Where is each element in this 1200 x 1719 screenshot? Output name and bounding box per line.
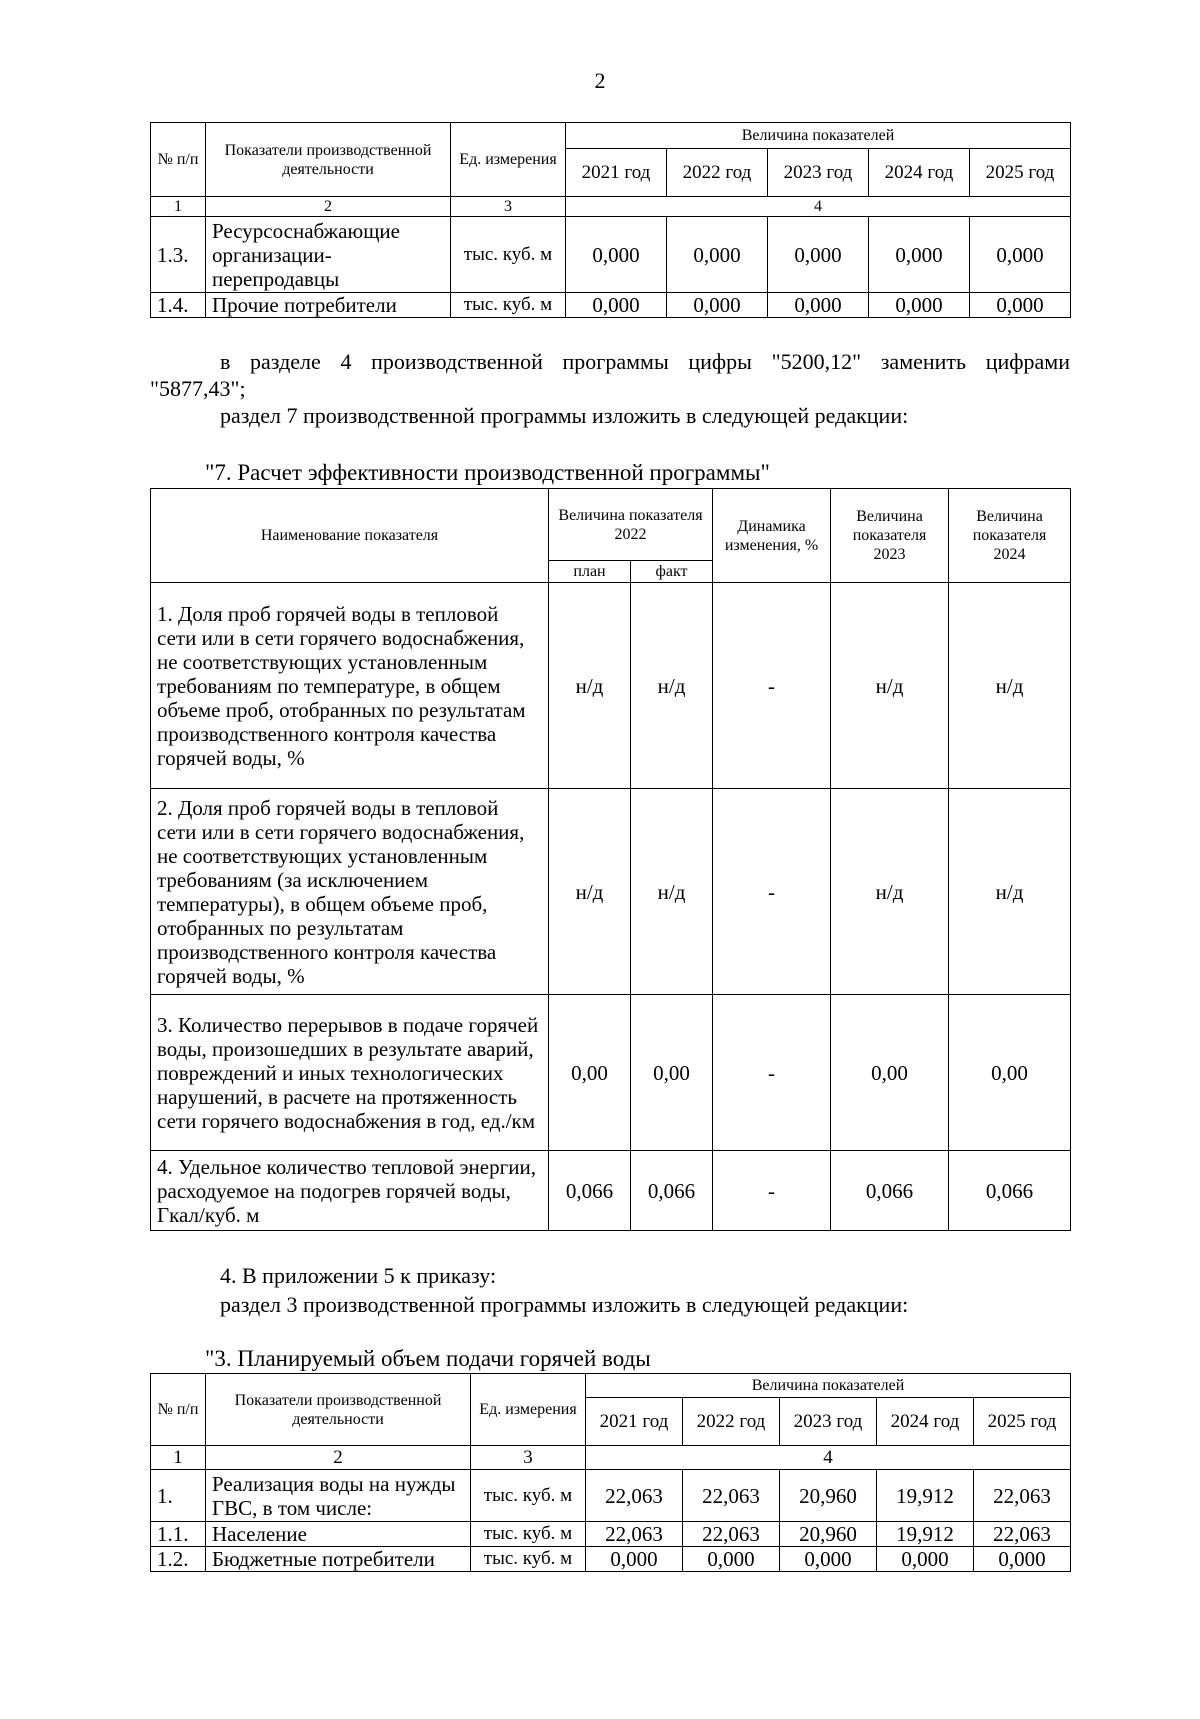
index-cell: 2 [206,197,451,217]
header-values-group: Величина показателей [566,123,1071,149]
table-row [151,789,1071,995]
table-row [151,1470,1071,1522]
efficiency-table [150,488,1071,1231]
row-num: 1. [151,1470,206,1522]
value-2024: 0,00 [949,995,1071,1151]
paragraph-replace-figures: в разделе 4 производственной программы цифры "5200,12" заменить цифрами [220,349,1070,374]
indicator-name: 1. Доля проб горячей воды в тепловой сети или в сети горячего водоснабжения, не соответствующих установленным требованиям по температуре, в общем объеме проб, отобранных по результатам производственного контроля качества горячей воды, % [151,583,549,789]
row-value: 22,063 [683,1470,780,1522]
table-row [151,293,1071,318]
value-dynamics: - [713,583,831,789]
value-2024: н/д [949,789,1071,995]
header-unit: Ед. измерения [451,123,566,197]
value-2023: н/д [831,789,949,995]
row-value: 0,000 [566,217,667,293]
value-fact: 0,066 [631,1151,713,1231]
header-year: 2021 год [566,149,667,197]
row-unit: тыс. куб. м [451,217,566,293]
row-value: 20,960 [780,1522,877,1547]
header-indicator: Показатели производственной деятельности [206,1374,471,1446]
row-value: 0,000 [780,1547,877,1572]
section3-title: "3. Планируемый объем подачи горячей воды [205,1346,651,1371]
value-dynamics: - [713,995,831,1151]
row-value: 0,000 [768,293,869,318]
row-unit: тыс. куб. м [471,1522,586,1547]
row-value: 0,000 [970,293,1071,318]
row-value: 0,000 [683,1547,780,1572]
index-cell: 2 [206,1446,471,1470]
paragraph-section3-intro: раздел 3 производственной программы изложить в следующей редакции: [220,1292,909,1317]
header-indicator: Показатели производственной деятельности [206,123,451,197]
row-name: Ресурсоснабжающие организации-перепродавцы [206,217,451,293]
row-unit: тыс. куб. м [471,1470,586,1522]
value-2023: 0,066 [831,1151,949,1231]
row-value: 19,912 [877,1522,974,1547]
header-value-2023: Величина показателя 2023 [831,489,949,583]
row-value: 22,063 [683,1522,780,1547]
row-value: 0,000 [869,217,970,293]
value-plan: 0,066 [549,1151,631,1231]
row-value: 0,000 [877,1547,974,1572]
row-unit: тыс. куб. м [451,293,566,318]
value-plan: н/д [549,583,631,789]
header-year: 2023 год [780,1398,877,1446]
row-value: 0,000 [667,217,768,293]
table-row [151,217,1071,293]
header-year: 2024 год [877,1398,974,1446]
table-row [151,583,1071,789]
hot-water-supply-table [150,1373,1071,1572]
value-2023: 0,00 [831,995,949,1151]
row-value: 0,000 [667,293,768,318]
row-value: 22,063 [974,1522,1071,1547]
row-num: 1.3. [151,217,206,293]
value-2023: н/д [831,583,949,789]
row-num: 1.1. [151,1522,206,1547]
table-row [151,995,1071,1151]
indicator-name: 3. Количество перерывов в подаче горячей воды, произошедших в результате аварий, повреждений и иных технологических нарушений, в расчете на протяженность сети горячего водоснабжения в год, ед./км [151,995,549,1151]
index-cell: 1 [151,197,206,217]
row-name: Реализация воды на нужды ГВС, в том числе: [206,1470,471,1522]
production-indicators-table [150,122,1071,318]
row-value: 0,000 [869,293,970,318]
header-year: 2025 год [970,149,1071,197]
index-cell: 3 [471,1446,586,1470]
table-row [151,1547,1071,1572]
row-num: 1.4. [151,293,206,318]
paragraph-section7-intro: раздел 7 производственной программы изложить в следующей редакции: [220,403,909,428]
row-unit: тыс. куб. м [471,1547,586,1572]
row-value: 19,912 [877,1470,974,1522]
row-value: 22,063 [586,1470,683,1522]
row-value: 0,000 [974,1547,1071,1572]
indicator-name: 2. Доля проб горячей воды в тепловой сети или в сети горячего водоснабжения, не соответствующих установленным требованиям (за исключением температуры), в общем объеме проб, отобранных по результатам производственного контроля качества горячей воды, % [151,789,549,995]
header-plan: план [549,561,631,583]
header-year: 2023 год [768,149,869,197]
index-cell: 3 [451,197,566,217]
indicator-name: 4. Удельное количество тепловой энергии, расходуемое на подогрев горячей воды, Гкал/куб. м [151,1151,549,1231]
value-dynamics: - [713,1151,831,1231]
header-num: № п/п [151,123,206,197]
row-num: 1.2. [151,1547,206,1572]
header-unit: Ед. измерения [471,1374,586,1446]
row-value: 20,960 [780,1470,877,1522]
row-value: 22,063 [974,1470,1071,1522]
header-value-2024: Величина показателя 2024 [949,489,1071,583]
paragraph-replace-figures-cont: "5877,43"; [150,376,246,401]
header-year: 2025 год [974,1398,1071,1446]
page-number: 2 [594,68,606,93]
row-value: 0,000 [586,1547,683,1572]
header-values-group: Величина показателей [586,1374,1071,1398]
header-name: Наименование показателя [151,489,549,583]
value-fact: н/д [631,789,713,995]
row-value: 22,063 [586,1522,683,1547]
index-cell: 4 [566,197,1071,217]
index-cell: 4 [586,1446,1071,1470]
header-value-2022: Величина показателя 2022 [549,489,713,561]
table-row [151,1522,1071,1547]
header-dynamics: Динамика изменения, % [713,489,831,583]
row-value: 0,000 [768,217,869,293]
table-row [151,1151,1071,1231]
value-plan: н/д [549,789,631,995]
value-2024: н/д [949,583,1071,789]
header-fact: факт [631,561,713,583]
row-value: 0,000 [566,293,667,318]
index-cell: 1 [151,1446,206,1470]
header-year: 2022 год [667,149,768,197]
value-fact: 0,00 [631,995,713,1151]
row-name: Прочие потребители [206,293,451,318]
value-plan: 0,00 [549,995,631,1151]
header-num: № п/п [151,1374,206,1446]
header-year: 2022 год [683,1398,780,1446]
header-year: 2021 год [586,1398,683,1446]
value-dynamics: - [713,789,831,995]
row-name: Население [206,1522,471,1547]
paragraph-appendix5: 4. В приложении 5 к приказу: [220,1263,497,1288]
value-2024: 0,066 [949,1151,1071,1231]
header-year: 2024 год [869,149,970,197]
row-value: 0,000 [970,217,1071,293]
row-name: Бюджетные потребители [206,1547,471,1572]
section7-title: "7. Расчет эффективности производственной программы" [205,460,770,485]
value-fact: н/д [631,583,713,789]
